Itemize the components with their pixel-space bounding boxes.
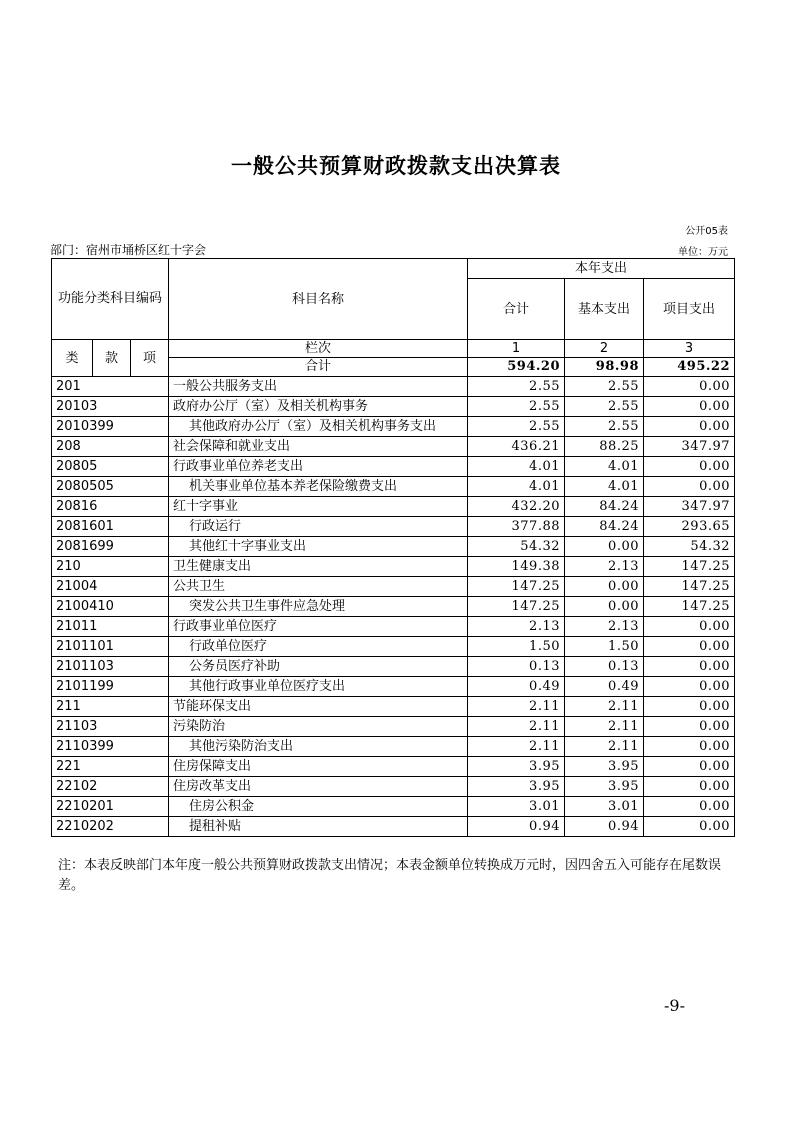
row-project: 0.00: [644, 397, 735, 417]
row-basic: 2.11: [565, 697, 644, 717]
table-row: [52, 537, 735, 557]
form-code: 公开05表: [685, 226, 728, 237]
row-total: 0.94: [468, 817, 565, 837]
row-total: 436.21: [468, 437, 565, 457]
row-code: 2101199: [52, 677, 169, 697]
row-project: 0.00: [644, 377, 735, 397]
row-project: 0.00: [644, 477, 735, 497]
row-total: 3.95: [468, 757, 565, 777]
row-project: 0.00: [644, 757, 735, 777]
row-total: 4.01: [468, 457, 565, 477]
expense-table: [51, 258, 735, 837]
row-basic: 2.13: [565, 557, 644, 577]
table-row: [52, 657, 735, 677]
table-row: [52, 437, 735, 457]
table-row: [52, 817, 735, 837]
row-name: 政府办公厅（室）及相关机构事务: [169, 397, 468, 417]
row-code: 22102: [52, 777, 169, 797]
row-code: 2080505: [52, 477, 169, 497]
row-total: 2.13: [468, 617, 565, 637]
row-code: 21103: [52, 717, 169, 737]
basic-header: 基本支出: [565, 279, 644, 340]
row-basic: 0.94: [565, 817, 644, 837]
table-row: [52, 517, 735, 537]
row-name: 住房公积金: [169, 797, 468, 817]
row-name: 节能环保支出: [169, 697, 468, 717]
row-basic: 4.01: [565, 457, 644, 477]
unit-label: 单位：万元: [678, 247, 728, 258]
row-basic: 2.13: [565, 617, 644, 637]
row-basic: 0.00: [565, 537, 644, 557]
row-name: 其他行政事业单位医疗支出: [169, 677, 468, 697]
row-total: 2.11: [468, 737, 565, 757]
row-basic: 0.13: [565, 657, 644, 677]
table-row: [52, 597, 735, 617]
row-project: 0.00: [644, 637, 735, 657]
table-row: [52, 717, 735, 737]
table-row: [52, 757, 735, 777]
row-project: 0.00: [644, 717, 735, 737]
row-basic: 2.11: [565, 717, 644, 737]
row-total: 1.50: [468, 637, 565, 657]
row-code: 2081699: [52, 537, 169, 557]
row-code: 2210202: [52, 817, 169, 837]
row-name: 公务员医疗补助: [169, 657, 468, 677]
row-code: 2101101: [52, 637, 169, 657]
row-basic: 2.55: [565, 397, 644, 417]
row-code: 2100410: [52, 597, 169, 617]
row-basic: 84.24: [565, 497, 644, 517]
row-code: 20816: [52, 497, 169, 517]
row-name: 行政事业单位医疗: [169, 617, 468, 637]
row-name: 住房保障支出: [169, 757, 468, 777]
page-number: -9-: [664, 996, 685, 1015]
row-code: 20805: [52, 457, 169, 477]
row-name: 公共卫生: [169, 577, 468, 597]
row-project: 0.00: [644, 457, 735, 477]
row-total: 0.49: [468, 677, 565, 697]
row-project: 0.00: [644, 817, 735, 837]
row-name: 红十字事业: [169, 497, 468, 517]
col3-no: 3: [644, 340, 735, 358]
table-row: [52, 677, 735, 697]
row-code: 2110399: [52, 737, 169, 757]
row-total: 2.11: [468, 697, 565, 717]
project-header: 项目支出: [644, 279, 735, 340]
row-basic: 3.95: [565, 757, 644, 777]
row-project: 54.32: [644, 537, 735, 557]
row-total: 2.55: [468, 397, 565, 417]
row-total: 432.20: [468, 497, 565, 517]
table-row: [52, 397, 735, 417]
row-name: 行政单位医疗: [169, 637, 468, 657]
row-project: 147.25: [644, 557, 735, 577]
row-basic: 4.01: [565, 477, 644, 497]
name-header: 科目名称: [169, 259, 468, 340]
row-name: 住房改革支出: [169, 777, 468, 797]
total-row-label: 合计: [169, 358, 468, 377]
row-name: 一般公共服务支出: [169, 377, 468, 397]
table-row: [52, 577, 735, 597]
row-code: 2010399: [52, 417, 169, 437]
row-total: 377.88: [468, 517, 565, 537]
row-total: 54.32: [468, 537, 565, 557]
row-code: 20103: [52, 397, 169, 417]
row-code: 208: [52, 437, 169, 457]
table-row: [52, 497, 735, 517]
row-project: 347.97: [644, 437, 735, 457]
xiang-header: 项: [131, 340, 169, 377]
row-basic: 2.55: [565, 377, 644, 397]
row-project: 293.65: [644, 517, 735, 537]
row-project: 0.00: [644, 617, 735, 637]
row-total: 3.95: [468, 777, 565, 797]
col2-no: 2: [565, 340, 644, 358]
row-total: 4.01: [468, 477, 565, 497]
total-header: 合计: [468, 279, 565, 340]
row-code: 211: [52, 697, 169, 717]
column-no-label: 栏次: [169, 340, 468, 358]
row-name: 机关事业单位基本养老保险缴费支出: [169, 477, 468, 497]
row-basic: 2.55: [565, 417, 644, 437]
row-basic: 88.25: [565, 437, 644, 457]
row-name: 提租补贴: [169, 817, 468, 837]
total-row-basic: 98.98: [565, 358, 644, 377]
table-row: [52, 417, 735, 437]
row-basic: 0.49: [565, 677, 644, 697]
table-row: [52, 797, 735, 817]
row-project: 147.25: [644, 577, 735, 597]
table-row: [52, 477, 735, 497]
row-basic: 1.50: [565, 637, 644, 657]
table-row: [52, 377, 735, 397]
table-row: [52, 617, 735, 637]
table-row: [52, 457, 735, 477]
row-total: 2.55: [468, 377, 565, 397]
row-code: 2081601: [52, 517, 169, 537]
row-project: 0.00: [644, 797, 735, 817]
row-code: 210: [52, 557, 169, 577]
row-code: 21011: [52, 617, 169, 637]
row-project: 0.00: [644, 777, 735, 797]
row-total: 3.01: [468, 797, 565, 817]
row-name: 污染防治: [169, 717, 468, 737]
row-name: 行政事业单位养老支出: [169, 457, 468, 477]
kuan-header: 款: [93, 340, 131, 377]
year-expense-header: 本年支出: [468, 259, 735, 279]
row-project: 0.00: [644, 657, 735, 677]
row-project: 347.97: [644, 497, 735, 517]
row-project: 0.00: [644, 417, 735, 437]
row-total: 149.38: [468, 557, 565, 577]
row-total: 147.25: [468, 597, 565, 617]
row-code: 2101103: [52, 657, 169, 677]
row-name: 其他政府办公厅（室）及相关机构事务支出: [169, 417, 468, 437]
row-total: 0.13: [468, 657, 565, 677]
lei-header: 类: [52, 340, 93, 377]
row-basic: 84.24: [565, 517, 644, 537]
row-total: 147.25: [468, 577, 565, 597]
row-code: 221: [52, 757, 169, 777]
row-name: 其他污染防治支出: [169, 737, 468, 757]
row-basic: 0.00: [565, 577, 644, 597]
row-basic: 3.01: [565, 797, 644, 817]
row-total: 2.11: [468, 717, 565, 737]
row-project: 0.00: [644, 737, 735, 757]
row-code: 21004: [52, 577, 169, 597]
row-name: 卫生健康支出: [169, 557, 468, 577]
row-project: 0.00: [644, 677, 735, 697]
table-note: 注：本表反映部门本年度一般公共预算财政拨款支出情况；本表金额单位转换成万元时，因四舍五入可能存在尾数误差。: [58, 858, 722, 893]
page-title: 一般公共预算财政拨款支出决算表: [231, 154, 561, 178]
row-project: 0.00: [644, 697, 735, 717]
total-row-project: 495.22: [644, 358, 735, 377]
col1-no: 1: [468, 340, 565, 358]
row-basic: 2.11: [565, 737, 644, 757]
code-group-header: 功能分类科目编码: [52, 259, 169, 340]
row-code: 201: [52, 377, 169, 397]
table-row: [52, 697, 735, 717]
table-row: [52, 737, 735, 757]
row-name: 社会保障和就业支出: [169, 437, 468, 457]
row-project: 147.25: [644, 597, 735, 617]
row-basic: 0.00: [565, 597, 644, 617]
row-total: 2.55: [468, 417, 565, 437]
row-name: 突发公共卫生事件应急处理: [169, 597, 468, 617]
row-name: 行政运行: [169, 517, 468, 537]
row-name: 其他红十字事业支出: [169, 537, 468, 557]
row-code: 2210201: [52, 797, 169, 817]
table-row: [52, 777, 735, 797]
table-row: [52, 557, 735, 577]
table-row: [52, 637, 735, 657]
total-row-total: 594.20: [468, 358, 565, 377]
department-label: 部门：宿州市埇桥区红十字会: [50, 243, 207, 257]
row-basic: 3.95: [565, 777, 644, 797]
